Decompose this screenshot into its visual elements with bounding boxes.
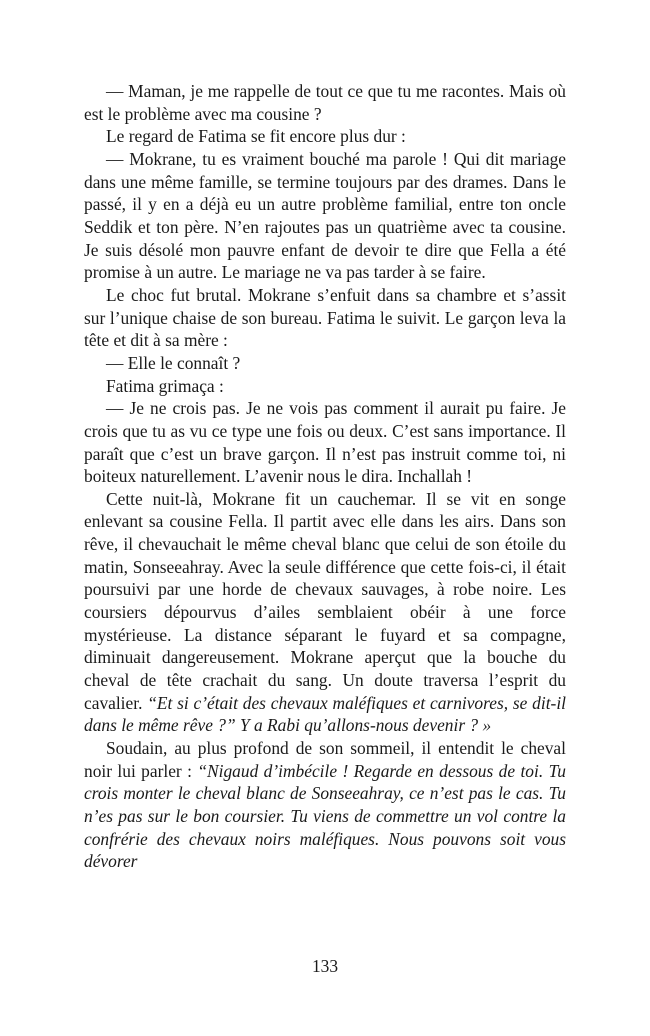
paragraph <box>84 737 566 873</box>
paragraph-text: — Maman, je me rappelle de tout ce que tu me racontes. Mais où est le problème avec ma cousine ? <box>84 81 566 124</box>
paragraph-text: Le choc fut brutal. Mokrane s’enfuit dans sa chambre et s’assit sur l’unique chaise de son bureau. Fatima le suivit. Le garçon leva la tête et dit à sa mère : <box>84 284 566 351</box>
page-number: 133 <box>311 956 339 976</box>
page-body <box>84 80 566 873</box>
paragraph-text: Cette nuit-là, Mokrane fit un cauchemar. Il se vit en songe enlevant sa cousine Fella. Il partit avec elle dans les airs. Dans son rêve, il chevauchait le même cheval blanc que celui de son étoile du matin, Sonseeahray. Avec la seule différence que cette fois-ci, il était poursuivi par une horde de chevaux sauvages, à robe noire. Les coursiers dépourvus d’ailes semblaient obéir à une force mystérieuse. La distance séparant le fuyard et sa compagne, diminuait dangereusement. Mokrane aperçut que la bouche du cheval de tête crachait du sang. Un doute traversa l’esprit du cavalier. <box>84 488 566 713</box>
paragraph-text: — Mokrane, tu es vraiment bouché ma parole ! Qui dit mariage dans une même famille, se termine toujours par des drames. Dans le passé, il y en a déjà eu un autre problème familial, entre ton oncle Seddik et ton père. N’en rajoutes pas un quatrième avec ta cousine. Je suis désolé mon pauvre enfant de devoir te dire que Fella a été promise à un autre. Le mariage ne va pas tarder à se faire. <box>84 148 566 283</box>
paragraph <box>84 80 566 125</box>
paragraph-italic-text: “Et si c’était des chevaux maléfiques et carnivores, se dit-il dans le même rêve ?” Y a Rabi qu’allons-nous devenir ? » <box>84 692 566 736</box>
paragraph-italic-text: “Nigaud d’imbécile ! Regarde en dessous de toi. Tu crois monter le cheval blanc de Sonseeahray, ce n’est pas le cas. Tu n’es pas sur le bon coursier. Tu viens de commettre un vol contre la confrérie des chevaux noirs maléfiques. Nous pouvons soit vous dévorer <box>84 760 566 872</box>
paragraph-text: — Elle le connaît ? <box>106 352 241 373</box>
paragraph-text: Le regard de Fatima se fit encore plus dur : <box>106 126 406 147</box>
paragraph <box>84 148 566 284</box>
paragraph <box>84 375 566 398</box>
paragraph <box>84 284 566 352</box>
paragraph <box>84 397 566 488</box>
paragraph <box>84 352 566 375</box>
paragraph <box>84 125 566 148</box>
paragraph <box>84 488 566 737</box>
paragraph-text: Soudain, au plus profond de son sommeil, il entendit le cheval noir lui parler : <box>84 738 566 781</box>
paragraph-text: — Je ne crois pas. Je ne vois pas comment il aurait pu faire. Je crois que tu as vu ce type une fois ou deux. C’est sans importance. Il paraît que c’est un brave garçon. Il n’est pas instruit comme toi, ni boiteux naturellement. L’avenir nous le dira. Inchallah ! <box>84 398 566 487</box>
paragraph-text: Fatima grimaça : <box>106 375 224 396</box>
